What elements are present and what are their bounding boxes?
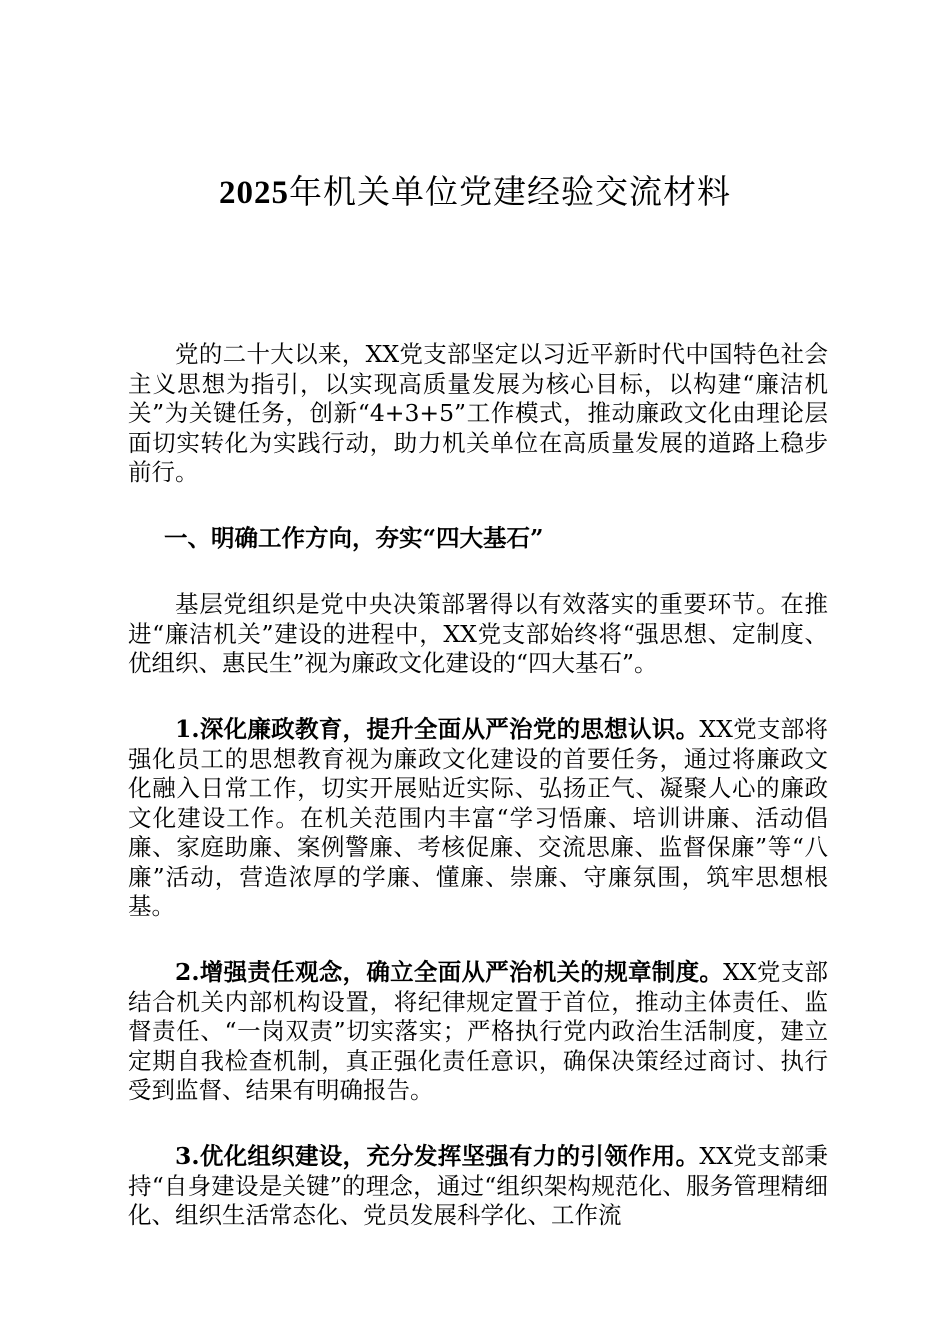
item-3-lead: 3.优化组织建设，充分发挥坚强有力的引领作用。 — [175, 1142, 700, 1170]
document-title — [0, 168, 950, 217]
section-heading-1: 一、明确工作方向，夯实“四大基石” — [164, 524, 544, 552]
item-2-lead: 2.增强责任观念，确立全面从严治机关的规章制度。 — [175, 958, 724, 986]
item-3-paragraph — [128, 1142, 828, 1231]
item-2-text: XX党支部结合机关内部机构设置，将纪律规定置于首位，推动主体责任、监督责任、“一岗双责”切实落实；严格执行党内政治生活制度，建立定期自我检查机制，真正强化责任意识，确保决策经过商讨、执行受到监督、结果有明确报告。 — [128, 958, 828, 1104]
item-1-text: XX党支部将强化员工的思想教育视为廉政文化建设的首要任务，通过将廉政文化融入日常工作，切实开展贴近实际、弘扬正气、凝聚人心的廉政文化建设工作。在机关范围内丰富“学习悟廉、培训讲廉、活动倡廉、家庭助廉、案例警廉、考核促廉、交流思廉、监督保廉”等“八廉”活动，营造浓厚的学廉、懂廉、崇廉、守廉氛围，筑牢思想根基。 — [128, 715, 828, 920]
document-title-year: 2025 — [219, 175, 289, 211]
intro-paragraph: 党的二十大以来，XX党支部坚定以习近平新时代中国特色社会主义思想为指引，以实现高质量发展为核心目标，以构建“廉洁机关”为关键任务，创新“4+3+5”工作模式，推动廉政文化由理论层面切实转化为实践行动，助力机关单位在高质量发展的道路上稳步前行。 — [128, 340, 828, 486]
document-title-text: 年机关单位党建经验交流材料 — [289, 172, 731, 211]
item-3-text: XX党支部秉持“自身建设是关键”的理念，通过“组织架构规范化、服务管理精细化、组织生活常态化、党员发展科学化、工作流 — [128, 1142, 828, 1229]
item-1-paragraph — [128, 715, 828, 922]
section-1-paragraph: 基层党组织是党中央决策部署得以有效落实的重要环节。在推进“廉洁机关”建设的进程中，XX党支部始终将“强思想、定制度、优组织、惠民生”视为廉政文化建设的“四大基石”。 — [128, 590, 828, 677]
item-1-lead: 1.深化廉政教育，提升全面从严治党的思想认识。 — [175, 715, 700, 743]
document-body — [128, 340, 828, 1267]
item-2-paragraph — [128, 958, 828, 1106]
